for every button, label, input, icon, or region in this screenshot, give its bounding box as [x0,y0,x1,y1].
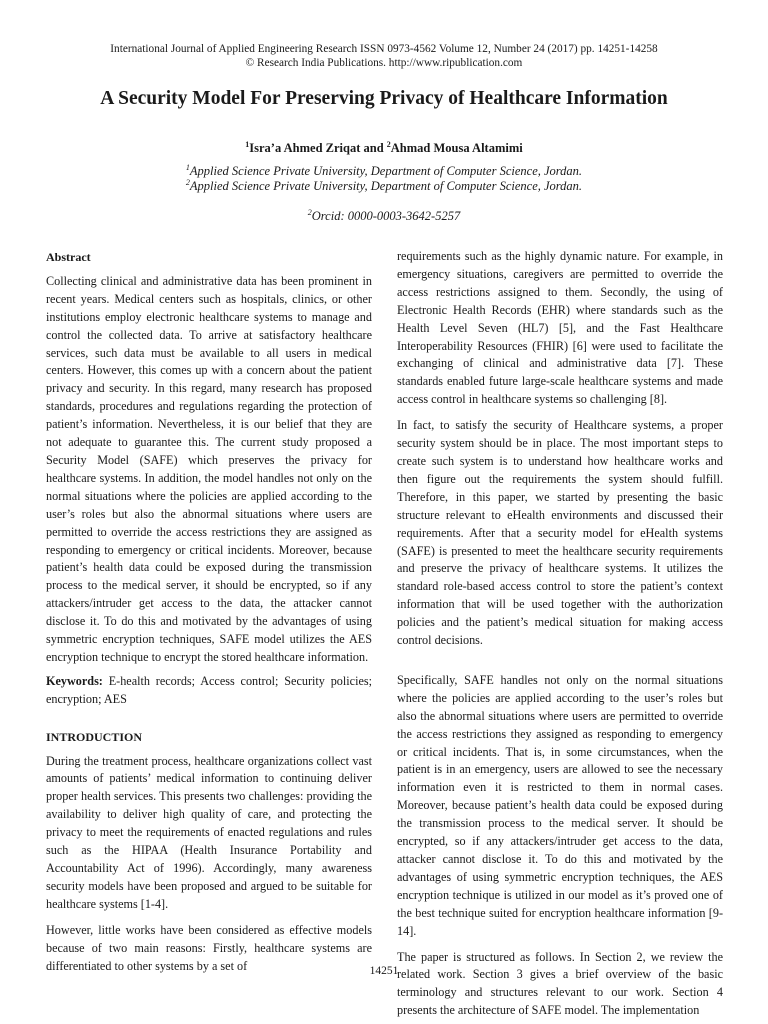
affiliation-1-text: Applied Science Private University, Department of Computer Science, Jordan. [189,164,583,178]
publisher-line: © Research India Publications. http://www.ripublication.com [245,57,523,69]
author1-mark: 1 [245,140,250,149]
left-column [46,249,372,975]
orcid-text: Orcid: 0000-0003-3642-5257 [311,209,461,223]
body-paragraph-4: The paper is structured as follows. In Section 2, we review the related work. Section 3 gives a brief overview of the basic terminology and structures relevant to our work. Section 4 presents the architecture of SAFE model. The implementation [397,949,723,1018]
affiliation-2-mark: 2 [185,178,190,187]
affiliation-1-mark: 1 [185,163,190,172]
author1-name: Isra’a Ahmed Zriqat and [249,141,387,155]
page-number: 14251 [369,965,399,977]
author-line [0,141,768,156]
body-paragraph-3: Specifically, SAFE handles not only on the normal situations where the policies are applied according to the user’s roles but also the abnormal situations where users are permitted to override the access restrictions they assigned as responding to emergency or critical incidents. That is, in some circumstances, when the patient is in an emergency, users are allowed to see the necessary information even it is restricted to them in normal cases. Moreover, because patient’s health data could be exposed during the transmission process to the medical server. It should be encrypted, so if any attackers/intruder get access to the data, attacker cannot disclose it. To do this and motivated by the advantages of using symmetric encryption techniques, the AES encryption technique is utilized in our model as it’s proved one of the best technique suited for encryption healthcare information [9-14]. [397,672,723,938]
affiliation-2 [0,179,768,194]
keywords-label: Keywords: [46,673,103,688]
orcid-line [0,209,768,224]
introduction-paragraph-1: During the treatment process, healthcare organizations collect vast amounts of patients’ medical information to continuing deliver proper health services. This presents two challenges: providing the availability to deliver high quality of care, and protecting the privacy to meet the requirements of enacted regulations and rules such as the HIPAA (Health Insurance Portability and Accountability Act of 1996). Accordingly, many awareness security models have been proposed and argued to be suitable for healthcare systems [1-4]. [46,753,372,911]
keywords-text: E-health records; Access control; Security policies; encryption; AES [46,673,372,706]
affiliation-1 [0,164,768,179]
introduction-paragraph-2: However, little works have been considered as effective models because of two main reasons: Firstly, healthcare systems are differentiated to other systems by a set of [46,922,372,973]
affiliation-2-text: Applied Science Private University, Department of Computer Science, Jordan. [189,179,583,193]
journal-header: International Journal of Applied Engineering Research ISSN 0973-4562 Volume 12, Number 24 (2017) pp. 14251-14258 [110,43,658,55]
orcid-mark: 2 [307,208,312,217]
right-column [397,248,723,1020]
introduction-heading: INTRODUCTION [46,729,143,744]
body-paragraph-2: In fact, to satisfy the security of Healthcare systems, a proper security system should be in place. The most important steps to create such system is to understand how healthcare works and then figure out the requirements the system should fulfill. Therefore, in this paper, we started by presenting the basic structure relevant to eHealth environments and discussed their requirements. After that a security model for eHealth systems (SAFE) is presented to meet the healthcare security requirements and preserve the privacy of healthcare systems. It utilizes the standard role-based access control to store the patient’s context information that will be used together with the authorization policies and the patient’s medical situation for making access control decisions. [397,418,723,648]
author2-name: Ahmad Mousa Altamimi [390,141,523,155]
abstract-heading: Abstract [46,250,91,264]
body-paragraph-1: requirements such as the highly dynamic nature. For example, in emergency situations, caregivers are permitted to override the access restrictions assigned to them. Secondly, the using of Electronic Health Records (EHR) where standards such as the Health Level Seven (HL7) [5], and the Fast Healthcare Interoperability Resources (FHIR) [6] were used to facilitate the exchanging of clinical and administrative data [7]. These standards enabled future large-scale healthcare systems and made access control in healthcare systems so challenging [8]. [397,249,723,407]
paper-title: A Security Model For Preserving Privacy of Healthcare Information [100,88,668,109]
author2-mark: 2 [386,140,391,149]
abstract-text: Collecting clinical and administrative data has been prominent in recent years. Medical centers such as hospitals, clinics, or other institutions employ electronic healthcare systems to manage and control the collected data. To arrive at satisfactory healthcare services, such data must be available to all users in medical centers. However, this comes up with a concern about the patient privacy and security. In this regard, many research has proposed standards, procedures and regulations regarding the protection of patient’s information. Nevertheless, it is our belief that they are not adequate to guarantee this. The current study proposed a Security Model (SAFE) which preserves the privacy for healthcare systems. In addition, the model handles not only on the normal situations where the policies are applied according to the user’s roles but also the abnormal situations where users are permitted to override the access restrictions they are assigned as responding to emergency or critical incidents. Moreover, because patient’s health data could be exposed during the transmission process to the medical server, it should be encrypted, so if any attackers/intruder get access to the data, the attacker cannot disclose it. To do this and motivated by the advantages of using symmetric encryption techniques, SAFE model utilizes the AES encryption technique to encrypt the stored healthcare information. [46,273,372,664]
keywords-paragraph [46,673,372,709]
